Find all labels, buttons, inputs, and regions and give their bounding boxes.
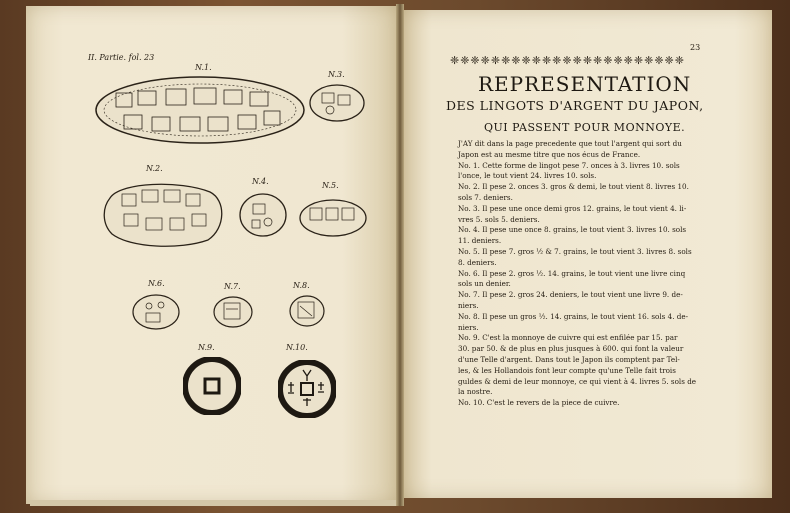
copper-coin-reverse (278, 360, 336, 418)
ingot-8-illustration (288, 294, 326, 328)
label-n6: N.6. (148, 279, 165, 288)
label-n4: N.4. (252, 177, 269, 186)
body-line: No. 2. Il pese 2. onces 3. gros & demi, le tout vient 8. livres 10. (458, 182, 689, 192)
body-line: guldes & demi de leur monnoye, ce qui vient à 4. livres 5. sols de (458, 376, 697, 386)
body-line: No. 1. Cette forme de lingot pese 7. onces à 3. livres 10. sols (458, 160, 680, 170)
body-line: No. 4. Il pese une once 8. grains, le tout vient 3. livres 10. sols (458, 225, 687, 235)
body-line: J'AY dit dans la page precedente que tout l'argent qui sort du (458, 139, 682, 148)
body-line: d'une Telle d'argent. Dans tout le Japon ils comptent par Tel- (458, 354, 680, 364)
body-line: niers. (458, 322, 479, 332)
body-line: No. 5. Il pese 7. gros ½ & 7. grains, le tout vient 3. livres 8. sols (458, 246, 692, 256)
ingot-2-illustration (100, 178, 228, 250)
ingot-3-illustration (308, 83, 366, 123)
ingot-6-illustration (131, 293, 181, 331)
body-line: No. 7. Il pese 2. gros 24. deniers, le tout vient une livre 9. de- (458, 290, 683, 300)
body-line: sols 7. deniers. (458, 192, 513, 202)
label-n10: N.10. (286, 343, 308, 352)
label-n5: N.5. (322, 181, 339, 190)
label-n3: N.3. (328, 70, 345, 79)
body-line: niers. (458, 300, 479, 310)
label-n7: N.7. (224, 282, 241, 291)
ingot-4-illustration (238, 192, 288, 238)
title-line-3: QUI PASSENT POUR MONNOYE. (484, 121, 686, 134)
ingot-7-illustration (212, 295, 254, 329)
body-line: 30. par 50. & de plus en plus jusques à 600. qui font la valeur (458, 344, 684, 354)
body-line: la nostre. (458, 387, 493, 397)
body-line: No. 9. C'est la monnoye de cuivre qui est enfilée par 15. par (458, 333, 678, 343)
title-line-2: DES LINGOTS D'ARGENT DU JAPON, (446, 98, 704, 113)
page-number: 23 (690, 43, 701, 52)
body-line: No. 10. C'est le revers de la piece de cuivre. (458, 398, 620, 408)
title-line-1: REPRESENTATION (478, 72, 692, 96)
body-line: vres 5. sols 5. deniers. (458, 214, 540, 224)
body-line: sols un denier. (458, 279, 511, 289)
header-ornament: ❈❈❈❈❈❈❈❈❈❈❈❈❈❈❈❈❈❈❈❈❈❈❈ (450, 54, 685, 66)
body-line: les, & les Hollandois font leur compte qu'une Telle fait trois (458, 365, 676, 375)
copper-coin-obverse (183, 357, 241, 415)
gutter (396, 4, 404, 506)
body-line: No. 8. Il pese un gros ½. 14. grains, le tout vient 16. sols 4. de- (458, 311, 689, 321)
label-n2: N.2. (146, 164, 163, 173)
ingot-1-illustration (94, 75, 306, 145)
folio-note: II. Partie. fol. 23 (88, 53, 155, 62)
body-line: Japon est au mesme titre que nos écus de France. (458, 149, 641, 159)
ingot-5-illustration (298, 198, 368, 238)
body-text (458, 139, 714, 409)
body-line: 11. deniers. (458, 236, 502, 246)
page-edge (30, 500, 400, 506)
body-line: No. 6. Il pese 2. gros ½. 14. grains, le tout vient une livre cinq (458, 268, 686, 278)
label-n1: N.1. (195, 63, 212, 72)
body-line: 8. deniers. (458, 257, 497, 267)
body-line: No. 3. Il pese une once demi gros 12. grains, le tout vient 4. li- (458, 203, 687, 213)
body-line: l'once, le tout vient 24. livres 10. sols. (458, 171, 597, 181)
label-n8: N.8. (293, 281, 310, 290)
label-n9: N.9. (198, 343, 215, 352)
